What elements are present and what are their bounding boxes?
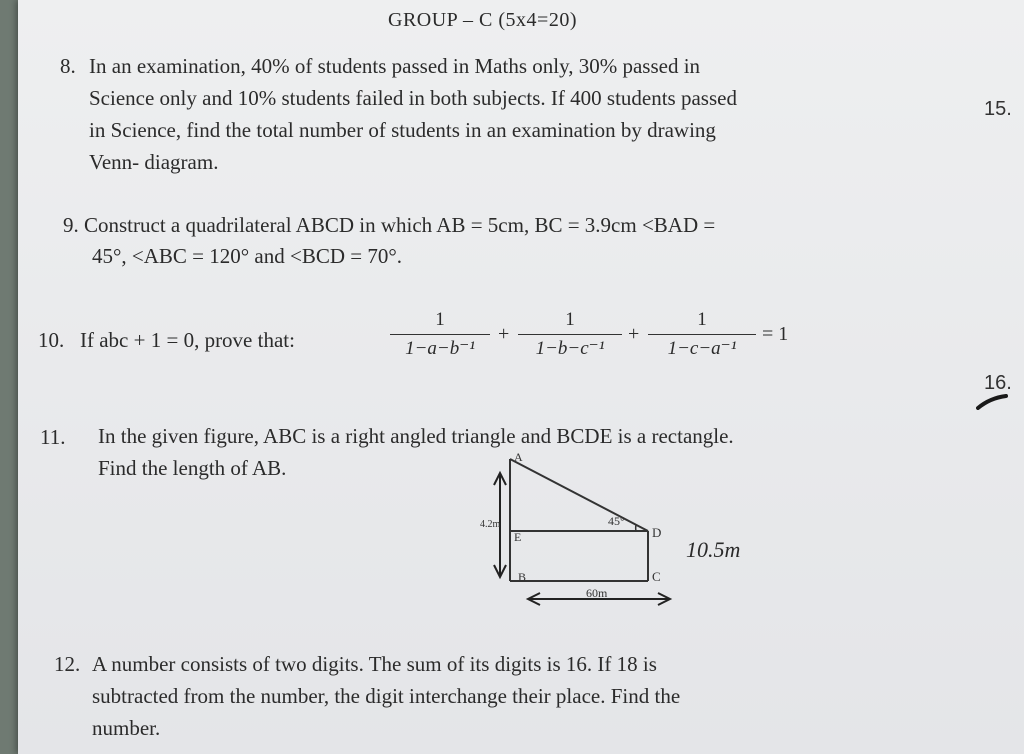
question-12-number: 12. <box>54 652 81 676</box>
question-12-line-3: number. <box>92 716 161 740</box>
question-10-number: 10. <box>38 328 65 352</box>
margin-mark-15: 15. <box>984 98 1012 120</box>
question-12-line-2: subtracted from the number, the digit interchange their place. Find the <box>92 684 681 708</box>
question-9-number: 9. <box>63 213 79 237</box>
fraction-3-denominator: 1−c−a⁻¹ <box>667 338 737 359</box>
label-a: A <box>514 450 523 464</box>
side-note: 10.5m <box>686 537 741 562</box>
question-8-line-3: in Science, find the total number of students in an examination by drawing <box>89 118 716 142</box>
question-9-line-1: Construct a quadrilateral ABCD in which AB = 5cm, BC = 3.9cm <BAD = <box>84 213 716 237</box>
question-10-prefix: If abc + 1 = 0, prove that: <box>80 328 295 352</box>
exam-paper <box>18 0 1024 754</box>
label-b: B <box>518 570 527 584</box>
section-heading: GROUP – C (5x4=20) <box>388 9 577 31</box>
equals-one: = 1 <box>762 323 789 345</box>
fraction-1-numerator: 1 <box>435 309 445 330</box>
question-12-line-1: A number consists of two digits. The sum of its digits is 16. If 18 is <box>92 652 657 676</box>
plus-sign-1: + <box>498 323 510 345</box>
label-e: E <box>514 530 522 544</box>
left-note: 4.2m <box>480 519 501 530</box>
question-8-line-1: In an examination, 40% of students passed in Maths only, 30% passed in <box>89 54 701 78</box>
fraction-3-bar <box>648 334 756 335</box>
fraction-1-bar <box>390 334 490 335</box>
label-c: C <box>652 569 661 584</box>
fraction-2 <box>518 308 622 361</box>
fraction-2-denominator: 1−b−c⁻¹ <box>535 338 605 359</box>
question-8-number: 8. <box>60 54 76 78</box>
fraction-2-numerator: 1 <box>565 309 575 330</box>
fraction-1 <box>390 308 490 361</box>
plus-sign-2: + <box>628 323 640 345</box>
triangle-rectangle-figure <box>458 445 788 620</box>
line-ad <box>510 459 648 531</box>
fraction-3 <box>648 308 756 361</box>
tick-mark-icon <box>976 394 1010 410</box>
question-11-line-2: Find the length of AB. <box>98 456 287 480</box>
fraction-3-numerator: 1 <box>697 309 707 330</box>
fraction-1-denominator: 1−a−b⁻¹ <box>405 338 475 359</box>
angle-label: 45° <box>608 514 625 528</box>
label-d: D <box>652 525 662 540</box>
question-8-line-4: Venn- diagram. <box>89 150 219 174</box>
question-11-number: 11. <box>40 425 66 449</box>
question-9-line-2: 45°, <ABC = 120° and <BCD = 70°. <box>92 244 402 268</box>
base-label: 60m <box>586 586 608 600</box>
question-8-line-2: Science only and 10% students failed in both subjects. If 400 students passed <box>89 86 737 110</box>
margin-mark-16: 16. <box>984 372 1012 394</box>
question-11-line-1: In the given figure, ABC is a right angled triangle and BCDE is a rectangle. <box>98 424 734 448</box>
fraction-2-bar <box>518 334 622 335</box>
